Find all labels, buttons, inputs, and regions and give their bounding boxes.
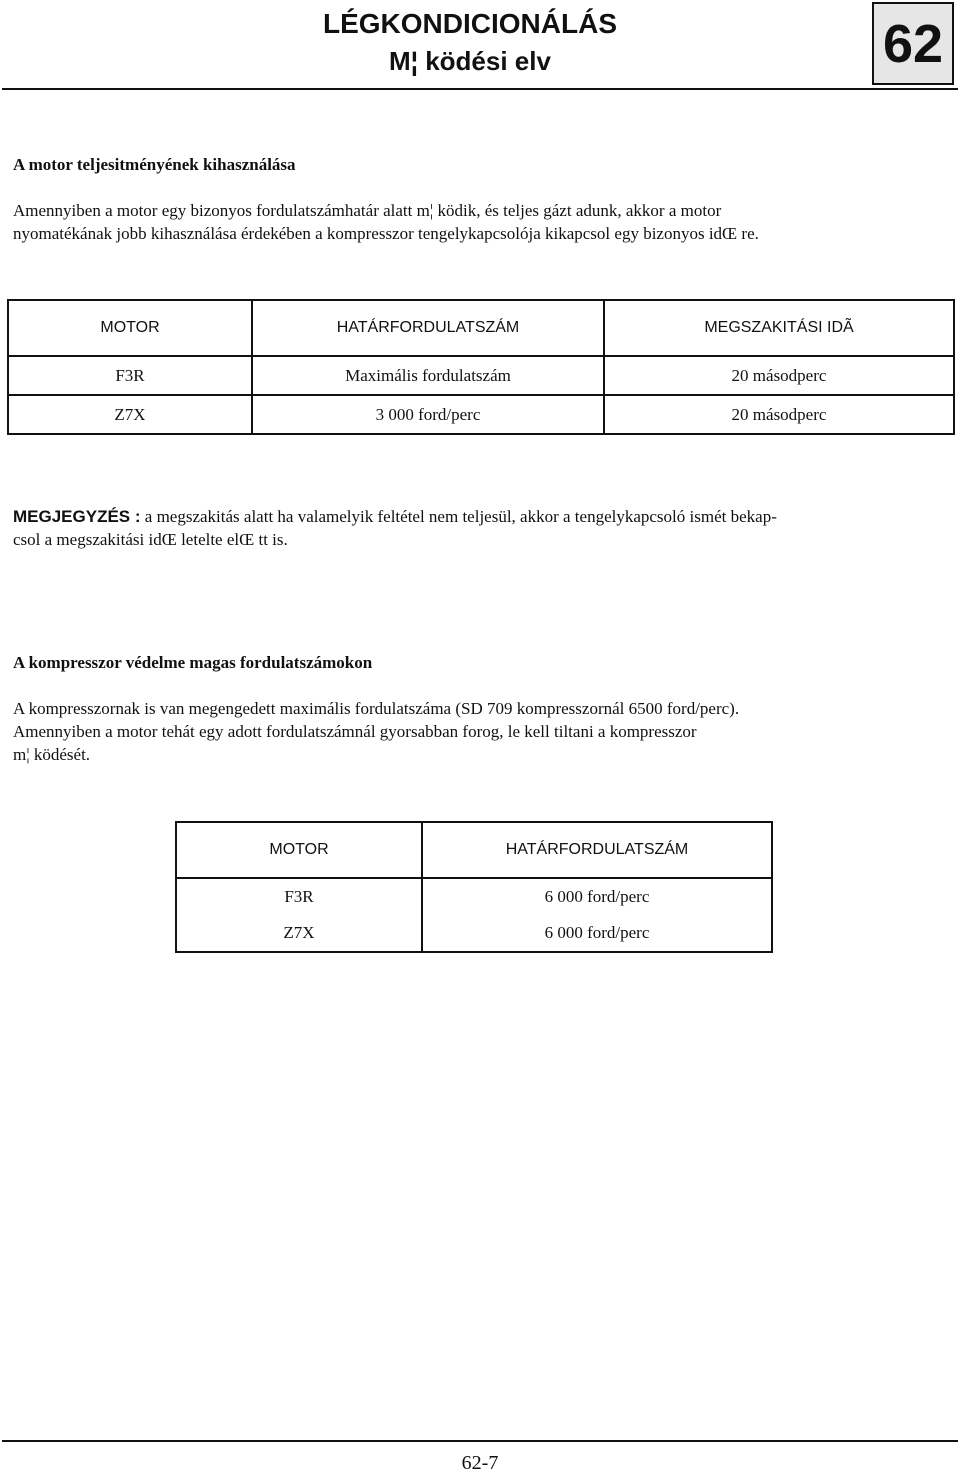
section2-line3: m¦ ködését. bbox=[13, 745, 91, 764]
cell-motor: Z7X bbox=[176, 915, 422, 952]
max-rpm-table bbox=[175, 821, 773, 953]
note-line2: csol a megszakitási idŒ letelte elŒ tt is. bbox=[13, 530, 288, 549]
table-row bbox=[176, 915, 772, 952]
table-row bbox=[176, 878, 772, 915]
table-row bbox=[8, 356, 954, 395]
cell-limit-rpm: Maximális fordulatszám bbox=[252, 356, 604, 395]
section1-line2: nyomatékának jobb kihasználása érdekében a kompresszor tengelykapcsolója kikapcsol egy bizonyos idŒ re. bbox=[13, 224, 759, 243]
table-header-row bbox=[176, 822, 772, 878]
column-header-motor: MOTOR bbox=[176, 822, 422, 878]
cell-limit-rpm: 6 000 ford/perc bbox=[422, 878, 772, 915]
page-subtitle: M¦ ködési elv bbox=[389, 46, 551, 76]
section2-line1: A kompresszornak is van megengedett maximális fordulatszáma (SD 709 kompresszornál 6500 ford/perc). bbox=[13, 699, 740, 718]
column-header-motor: MOTOR bbox=[8, 300, 252, 356]
cutoff-time-table bbox=[7, 299, 955, 435]
cell-motor: Z7X bbox=[8, 395, 252, 434]
cell-cutoff-time: 20 másodperc bbox=[604, 395, 954, 434]
section-heading-motor-performance: A motor teljesitményének kihasználása bbox=[13, 155, 296, 174]
section1-paragraph bbox=[13, 199, 943, 245]
page-number: 62-7 bbox=[461, 1452, 499, 1474]
section2-line2: Amennyiben a motor tehát egy adott fordulatszámnál gyorsabban forog, le kell tiltani a kompresszor bbox=[13, 722, 697, 741]
section2-paragraph bbox=[13, 697, 943, 766]
note-paragraph bbox=[13, 505, 943, 551]
cell-limit-rpm: 6 000 ford/perc bbox=[422, 915, 772, 952]
cell-motor: F3R bbox=[176, 878, 422, 915]
cell-motor: F3R bbox=[8, 356, 252, 395]
column-header-limit-rpm: HATÁRFORDULATSZÁM bbox=[252, 300, 604, 356]
section1-line1: Amennyiben a motor egy bizonyos fordulatszámhatár alatt m¦ ködik, és teljes gázt adunk, akkor a motor bbox=[13, 201, 722, 220]
header-rule bbox=[2, 88, 958, 90]
column-header-cutoff-time: MEGSZAKITÁSI IDÃ bbox=[604, 300, 954, 356]
column-header-limit-rpm: HATÁRFORDULATSZÁM bbox=[422, 822, 772, 878]
table-header-row bbox=[8, 300, 954, 356]
section-heading-compressor-protection: A kompresszor védelme magas fordulatszámokon bbox=[13, 653, 373, 672]
table-row bbox=[8, 395, 954, 434]
chapter-number-box: 62 bbox=[872, 2, 954, 85]
note-label: MEGJEGYZÉS : bbox=[13, 507, 141, 526]
note-line1: a megszakitás alatt ha valamelyik feltétel nem teljesül, akkor a tengelykapcsoló ismét bekap- bbox=[140, 507, 777, 526]
page-title: LÉGKONDICIONÁLÁS bbox=[323, 8, 617, 39]
cell-limit-rpm: 3 000 ford/perc bbox=[252, 395, 604, 434]
cell-cutoff-time: 20 másodperc bbox=[604, 356, 954, 395]
footer-rule bbox=[2, 1440, 958, 1442]
